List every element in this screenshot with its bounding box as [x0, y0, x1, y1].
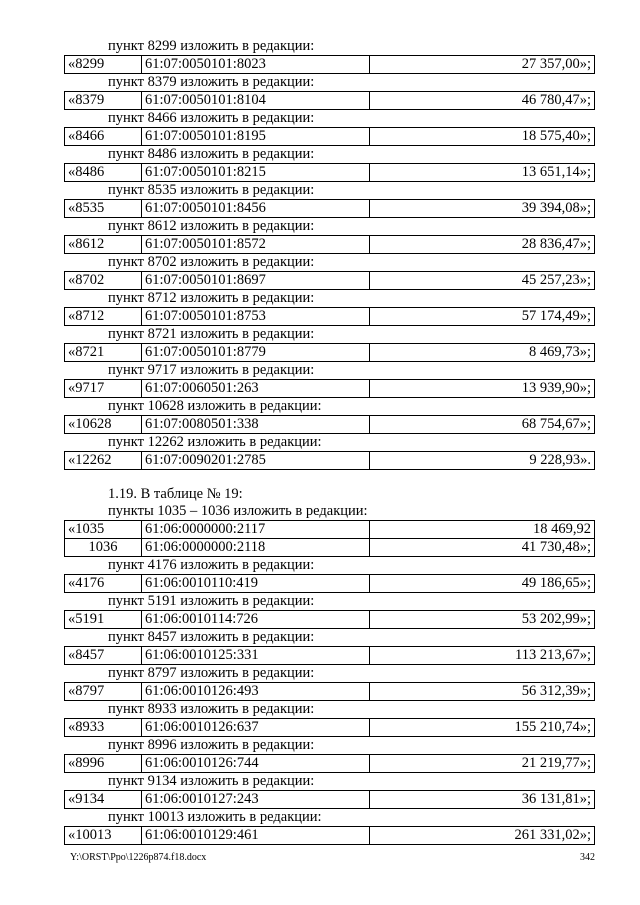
value-cell: 49 186,65»;	[370, 575, 595, 593]
item-number-cell: «8721	[65, 344, 142, 362]
table-row	[65, 719, 595, 737]
item-number-cell: «12262	[65, 452, 142, 470]
item-number-cell: «5191	[65, 611, 142, 629]
item-intro: пункт 9134 изложить в редакции:	[108, 773, 315, 789]
value-cell: 28 836,47»;	[370, 236, 595, 254]
cadastral-number-cell: 61:07:0050101:8104	[142, 92, 370, 110]
page-footer	[70, 852, 595, 864]
item-table	[64, 307, 595, 326]
table-row	[65, 683, 595, 701]
cadastral-number-cell: 61:07:0050101:8572	[142, 236, 370, 254]
value-cell: 9 228,93».	[370, 452, 595, 470]
cadastral-number-cell: 61:06:0010114:726	[142, 611, 370, 629]
item-table	[64, 574, 595, 593]
item-table	[64, 451, 595, 470]
item-intro: пункт 8379 изложить в редакции:	[108, 74, 315, 90]
cadastral-number-cell: 61:06:0000000:2117	[142, 521, 370, 539]
item-intro: пункт 8933 изложить в редакции:	[108, 701, 315, 717]
value-cell: 46 780,47»;	[370, 92, 595, 110]
item-table	[64, 91, 595, 110]
item-intro: пункт 8466 изложить в редакции:	[108, 110, 315, 126]
value-cell: 18 469,92	[370, 521, 595, 539]
value-cell: 21 219,77»;	[370, 755, 595, 773]
item-number-cell: «8933	[65, 719, 142, 737]
item-table	[64, 682, 595, 701]
item-table	[64, 55, 595, 74]
value-cell: 13 939,90»;	[370, 380, 595, 398]
cadastral-number-cell: 61:06:0010126:637	[142, 719, 370, 737]
item-number-cell: «9134	[65, 791, 142, 809]
item-intro: пункт 12262 изложить в редакции:	[108, 434, 322, 450]
cadastral-number-cell: 61:06:0010127:243	[142, 791, 370, 809]
table-row	[65, 539, 595, 557]
table-row	[65, 56, 595, 74]
item-table	[64, 754, 595, 773]
range-intro: пункты 1035 – 1036 изложить в редакции:	[108, 503, 368, 519]
table-row	[65, 344, 595, 362]
item-intro: пункт 8457 изложить в редакции:	[108, 629, 315, 645]
table-row	[65, 611, 595, 629]
item-table	[64, 235, 595, 254]
item-intro: пункт 8299 изложить в редакции:	[108, 38, 315, 54]
item-intro: пункт 8535 изложить в редакции:	[108, 182, 315, 198]
item-intro: пункт 8721 изложить в редакции:	[108, 326, 315, 342]
item-intro: пункт 4176 изложить в редакции:	[108, 557, 315, 573]
item-intro: пункт 8702 изложить в редакции:	[108, 254, 315, 270]
cadastral-number-cell: 61:06:0010129:461	[142, 827, 370, 845]
item-number-cell: «8797	[65, 683, 142, 701]
item-intro: пункт 5191 изложить в редакции:	[108, 593, 315, 609]
section-groups	[64, 557, 595, 845]
document-body	[64, 38, 595, 845]
value-cell: 56 312,39»;	[370, 683, 595, 701]
value-cell: 41 730,48»;	[370, 539, 595, 557]
item-intro: пункт 10628 изложить в редакции:	[108, 398, 322, 414]
table-row	[65, 521, 595, 539]
item-number-cell: «8535	[65, 200, 142, 218]
item-number-cell: «1035	[65, 521, 142, 539]
item-intro: пункт 9717 изложить в редакции:	[108, 362, 315, 378]
item-number-cell: «8466	[65, 128, 142, 146]
cadastral-number-cell: 61:07:0050101:8195	[142, 128, 370, 146]
item-intro: пункт 8486 изложить в редакции:	[108, 146, 315, 162]
value-cell: 27 357,00»;	[370, 56, 595, 74]
item-number-cell: «8379	[65, 92, 142, 110]
item-intro: пункт 8996 изложить в редакции:	[108, 737, 315, 753]
cadastral-number-cell: 61:06:0010126:744	[142, 755, 370, 773]
item-table	[64, 379, 595, 398]
item-table	[64, 199, 595, 218]
cadastral-number-cell: 61:07:0080501:338	[142, 416, 370, 434]
item-number-cell: «8702	[65, 272, 142, 290]
section-table-18	[64, 38, 595, 470]
item-intro: пункт 8712 изложить в редакции:	[108, 290, 315, 306]
table-row	[65, 380, 595, 398]
item-table	[64, 163, 595, 182]
table-row	[65, 647, 595, 665]
table-row	[65, 755, 595, 773]
item-number-cell: «9717	[65, 380, 142, 398]
range-table	[64, 520, 595, 557]
item-number-cell: «8996	[65, 755, 142, 773]
cadastral-number-cell: 61:07:0050101:8753	[142, 308, 370, 326]
value-cell: 18 575,40»;	[370, 128, 595, 146]
value-cell: 261 331,02»;	[370, 827, 595, 845]
item-table	[64, 415, 595, 434]
cadastral-number-cell: 61:07:0090201:2785	[142, 452, 370, 470]
value-cell: 36 131,81»;	[370, 791, 595, 809]
cadastral-number-cell: 61:07:0050101:8215	[142, 164, 370, 182]
value-cell: 53 202,99»;	[370, 611, 595, 629]
item-number-cell: «8486	[65, 164, 142, 182]
item-number-cell: «8299	[65, 56, 142, 74]
table-row	[65, 452, 595, 470]
item-table	[64, 718, 595, 737]
value-cell: 155 210,74»;	[370, 719, 595, 737]
file-path: Y:\ORST\Ppo\1226p874.f18.docx	[70, 852, 207, 863]
table-row	[65, 236, 595, 254]
item-number-cell: «8712	[65, 308, 142, 326]
table-row	[65, 272, 595, 290]
item-number-cell: 1036	[65, 539, 142, 557]
item-number-cell: «10013	[65, 827, 142, 845]
section-table-19	[64, 486, 595, 845]
table-row	[65, 416, 595, 434]
table-row	[65, 827, 595, 845]
item-intro: пункт 8612 изложить в редакции:	[108, 218, 315, 234]
cadastral-number-cell: 61:06:0010125:331	[142, 647, 370, 665]
item-intro: пункт 8797 изложить в редакции:	[108, 665, 315, 681]
table-row	[65, 92, 595, 110]
cadastral-number-cell: 61:07:0050101:8779	[142, 344, 370, 362]
cadastral-number-cell: 61:07:0050101:8697	[142, 272, 370, 290]
item-number-cell: «4176	[65, 575, 142, 593]
cadastral-number-cell: 61:07:0050101:8023	[142, 56, 370, 74]
cadastral-number-cell: 61:06:0010126:493	[142, 683, 370, 701]
value-cell: 113 213,67»;	[370, 647, 595, 665]
item-table	[64, 826, 595, 845]
section-heading: 1.19. В таблице № 19:	[108, 486, 243, 502]
cadastral-number-cell: 61:07:0060501:263	[142, 380, 370, 398]
value-cell: 68 754,67»;	[370, 416, 595, 434]
value-cell: 8 469,73»;	[370, 344, 595, 362]
page-number: 342	[580, 852, 595, 863]
table-row	[65, 200, 595, 218]
value-cell: 45 257,23»;	[370, 272, 595, 290]
item-table	[64, 646, 595, 665]
item-number-cell: «10628	[65, 416, 142, 434]
table-row	[65, 791, 595, 809]
table-row	[65, 164, 595, 182]
item-table	[64, 343, 595, 362]
item-intro: пункт 10013 изложить в редакции:	[108, 809, 322, 825]
item-table	[64, 271, 595, 290]
item-table	[64, 790, 595, 809]
cadastral-number-cell: 61:06:0010110:419	[142, 575, 370, 593]
item-table	[64, 610, 595, 629]
value-cell: 57 174,49»;	[370, 308, 595, 326]
table-row	[65, 128, 595, 146]
item-number-cell: «8612	[65, 236, 142, 254]
table-row	[65, 308, 595, 326]
item-number-cell: «8457	[65, 647, 142, 665]
table-row	[65, 575, 595, 593]
cadastral-number-cell: 61:07:0050101:8456	[142, 200, 370, 218]
value-cell: 13 651,14»;	[370, 164, 595, 182]
cadastral-number-cell: 61:06:0000000:2118	[142, 539, 370, 557]
value-cell: 39 394,08»;	[370, 200, 595, 218]
item-table	[64, 127, 595, 146]
